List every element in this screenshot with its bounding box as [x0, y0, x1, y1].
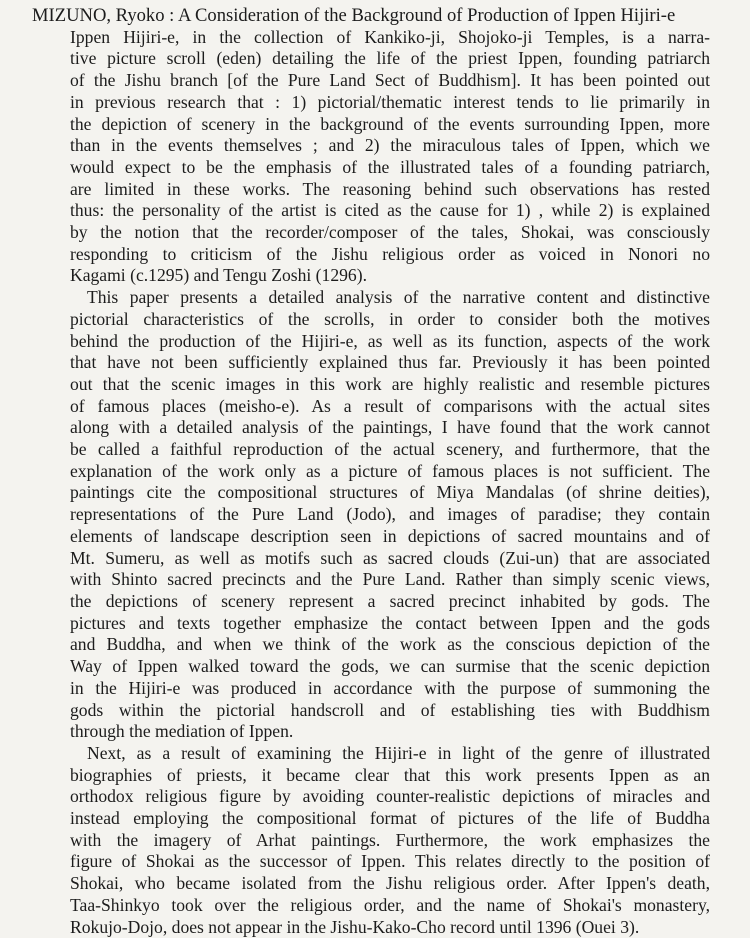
text-line: Next, as a result of examining the Hijiri-e in light of the genre of illustrated: [87, 742, 710, 763]
text-line: by the notion that the recorder/composer of the tales, Shokai, was consciously: [70, 222, 710, 243]
text-line: out that the scenic images in this work are highly realistic and resemble pictures: [70, 373, 710, 394]
text-line: than in the events themselves ; and 2) the miraculous tales of Ippen, which we: [70, 135, 710, 156]
text-line: Taa-Shinkyo took over the religious order, and the name of Shokai's monastery,: [70, 894, 710, 915]
paragraph: [70, 287, 710, 743]
paragraph: [70, 27, 710, 287]
text-line: instead employing the compositional format of pictures of the life of Buddha: [70, 808, 710, 829]
text-line: figure of Shokai as the successor of Ippen. This relates directly to the position of: [70, 851, 710, 872]
text-line: responding to criticism of the Jishu religious order as voiced in Nonori no: [70, 243, 710, 264]
text-line: tive picture scroll (eden) detailing the life of the priest Ippen, founding patriarch: [70, 48, 710, 69]
text-line: the depiction of scenery in the background of the events surrounding Ippen, more: [70, 113, 710, 134]
text-line: elements of landscape description seen in depictions of sacred mountains and of: [70, 525, 710, 546]
text-line: representations of the Pure Land (Jodo), and images of paradise; they contain: [70, 504, 710, 525]
text-line: the depictions of scenery represent a sacred precinct inhabited by gods. The: [70, 590, 710, 611]
text-line: in the Hijiri-e was produced in accordance with the purpose of summoning the: [70, 677, 710, 698]
text-line: with the imagery of Arhat paintings. Furthermore, the work emphasizes the: [70, 829, 710, 850]
text-line: pictorial characteristics of the scrolls, in order to consider both the motives: [70, 308, 710, 329]
text-line: thus: the personality of the artist is cited as the cause for 1) , while 2) is explained: [70, 200, 710, 221]
text-line: and Buddha, and when we think of the work as the conscious depiction of the: [70, 634, 710, 655]
text-line: Ippen Hijiri-e, in the collection of Kankiko-ji, Shojoko-ji Temples, is a narra-: [70, 26, 710, 47]
text-line: along with a detailed analysis of the paintings, I have found that the work cannot: [70, 417, 710, 438]
text-line: with Shinto sacred precincts and the Pure Land. Rather than simply scenic views,: [70, 569, 710, 590]
text-line: are limited in these works. The reasoning behind such observations has rested: [70, 178, 710, 199]
text-line: Shokai, who became isolated from the Jishu religious order. After Ippen's death,: [70, 873, 710, 894]
paragraph: [70, 743, 710, 938]
text-line: that have not been sufficiently explained thus far. Previously it has been pointed: [70, 352, 710, 373]
text-line: behind the production of the Hijiri-e, as well as its function, aspects of the work: [70, 330, 710, 351]
text-line: gods within the pictorial handscroll and of establishing ties with Buddhism: [70, 699, 710, 720]
text-line: through the mediation of Ippen.: [70, 721, 294, 742]
text-line: biographies of priests, it became clear that this work presents Ippen as an: [70, 764, 710, 785]
text-line: explanation of the work only as a picture of famous places is not sufficient. The: [70, 460, 710, 481]
text-line: in previous research that : 1) pictorial/thematic interest tends to lie primarily in: [70, 91, 710, 112]
text-line: pictures and texts together emphasize the contact between Ippen and the gods: [70, 612, 710, 633]
text-line: Way of Ippen walked toward the gods, we can surmise that the scenic depiction: [70, 656, 710, 677]
text-line: Mt. Sumeru, as well as motifs such as sacred clouds (Zui-un) that are associated: [70, 547, 710, 568]
text-line: Rokujo-Dojo, does not appear in the Jishu-Kako-Cho record until 1396 (Ouei 3).: [70, 916, 640, 937]
text-line: of the Jishu branch [of the Pure Land Sect of Buddhism]. It has been pointed out: [70, 70, 710, 91]
text-line: be called a faithful reproduction of the actual scenery, and furthermore, that the: [70, 439, 710, 460]
article-title: MIZUNO, Ryoko : A Consideration of the Background of Production of Ippen Hijiri-e: [32, 5, 676, 26]
text-line: Kagami (c.1295) and Tengu Zoshi (1296).: [70, 265, 367, 286]
article-body: [0, 27, 750, 938]
text-line: of famous places (meisho-e). As a result of comparisons with the actual sites: [70, 395, 710, 416]
text-line: paintings cite the compositional structures of Miya Mandalas (of shrine deities),: [70, 482, 710, 503]
text-line: orthodox religious figure by avoiding counter-realistic depictions of miracles and: [70, 786, 710, 807]
text-line: would expect to be the emphasis of the illustrated tales of a founding patriarch,: [70, 156, 710, 177]
text-line: This paper presents a detailed analysis of the narrative content and distinctive: [87, 287, 710, 308]
